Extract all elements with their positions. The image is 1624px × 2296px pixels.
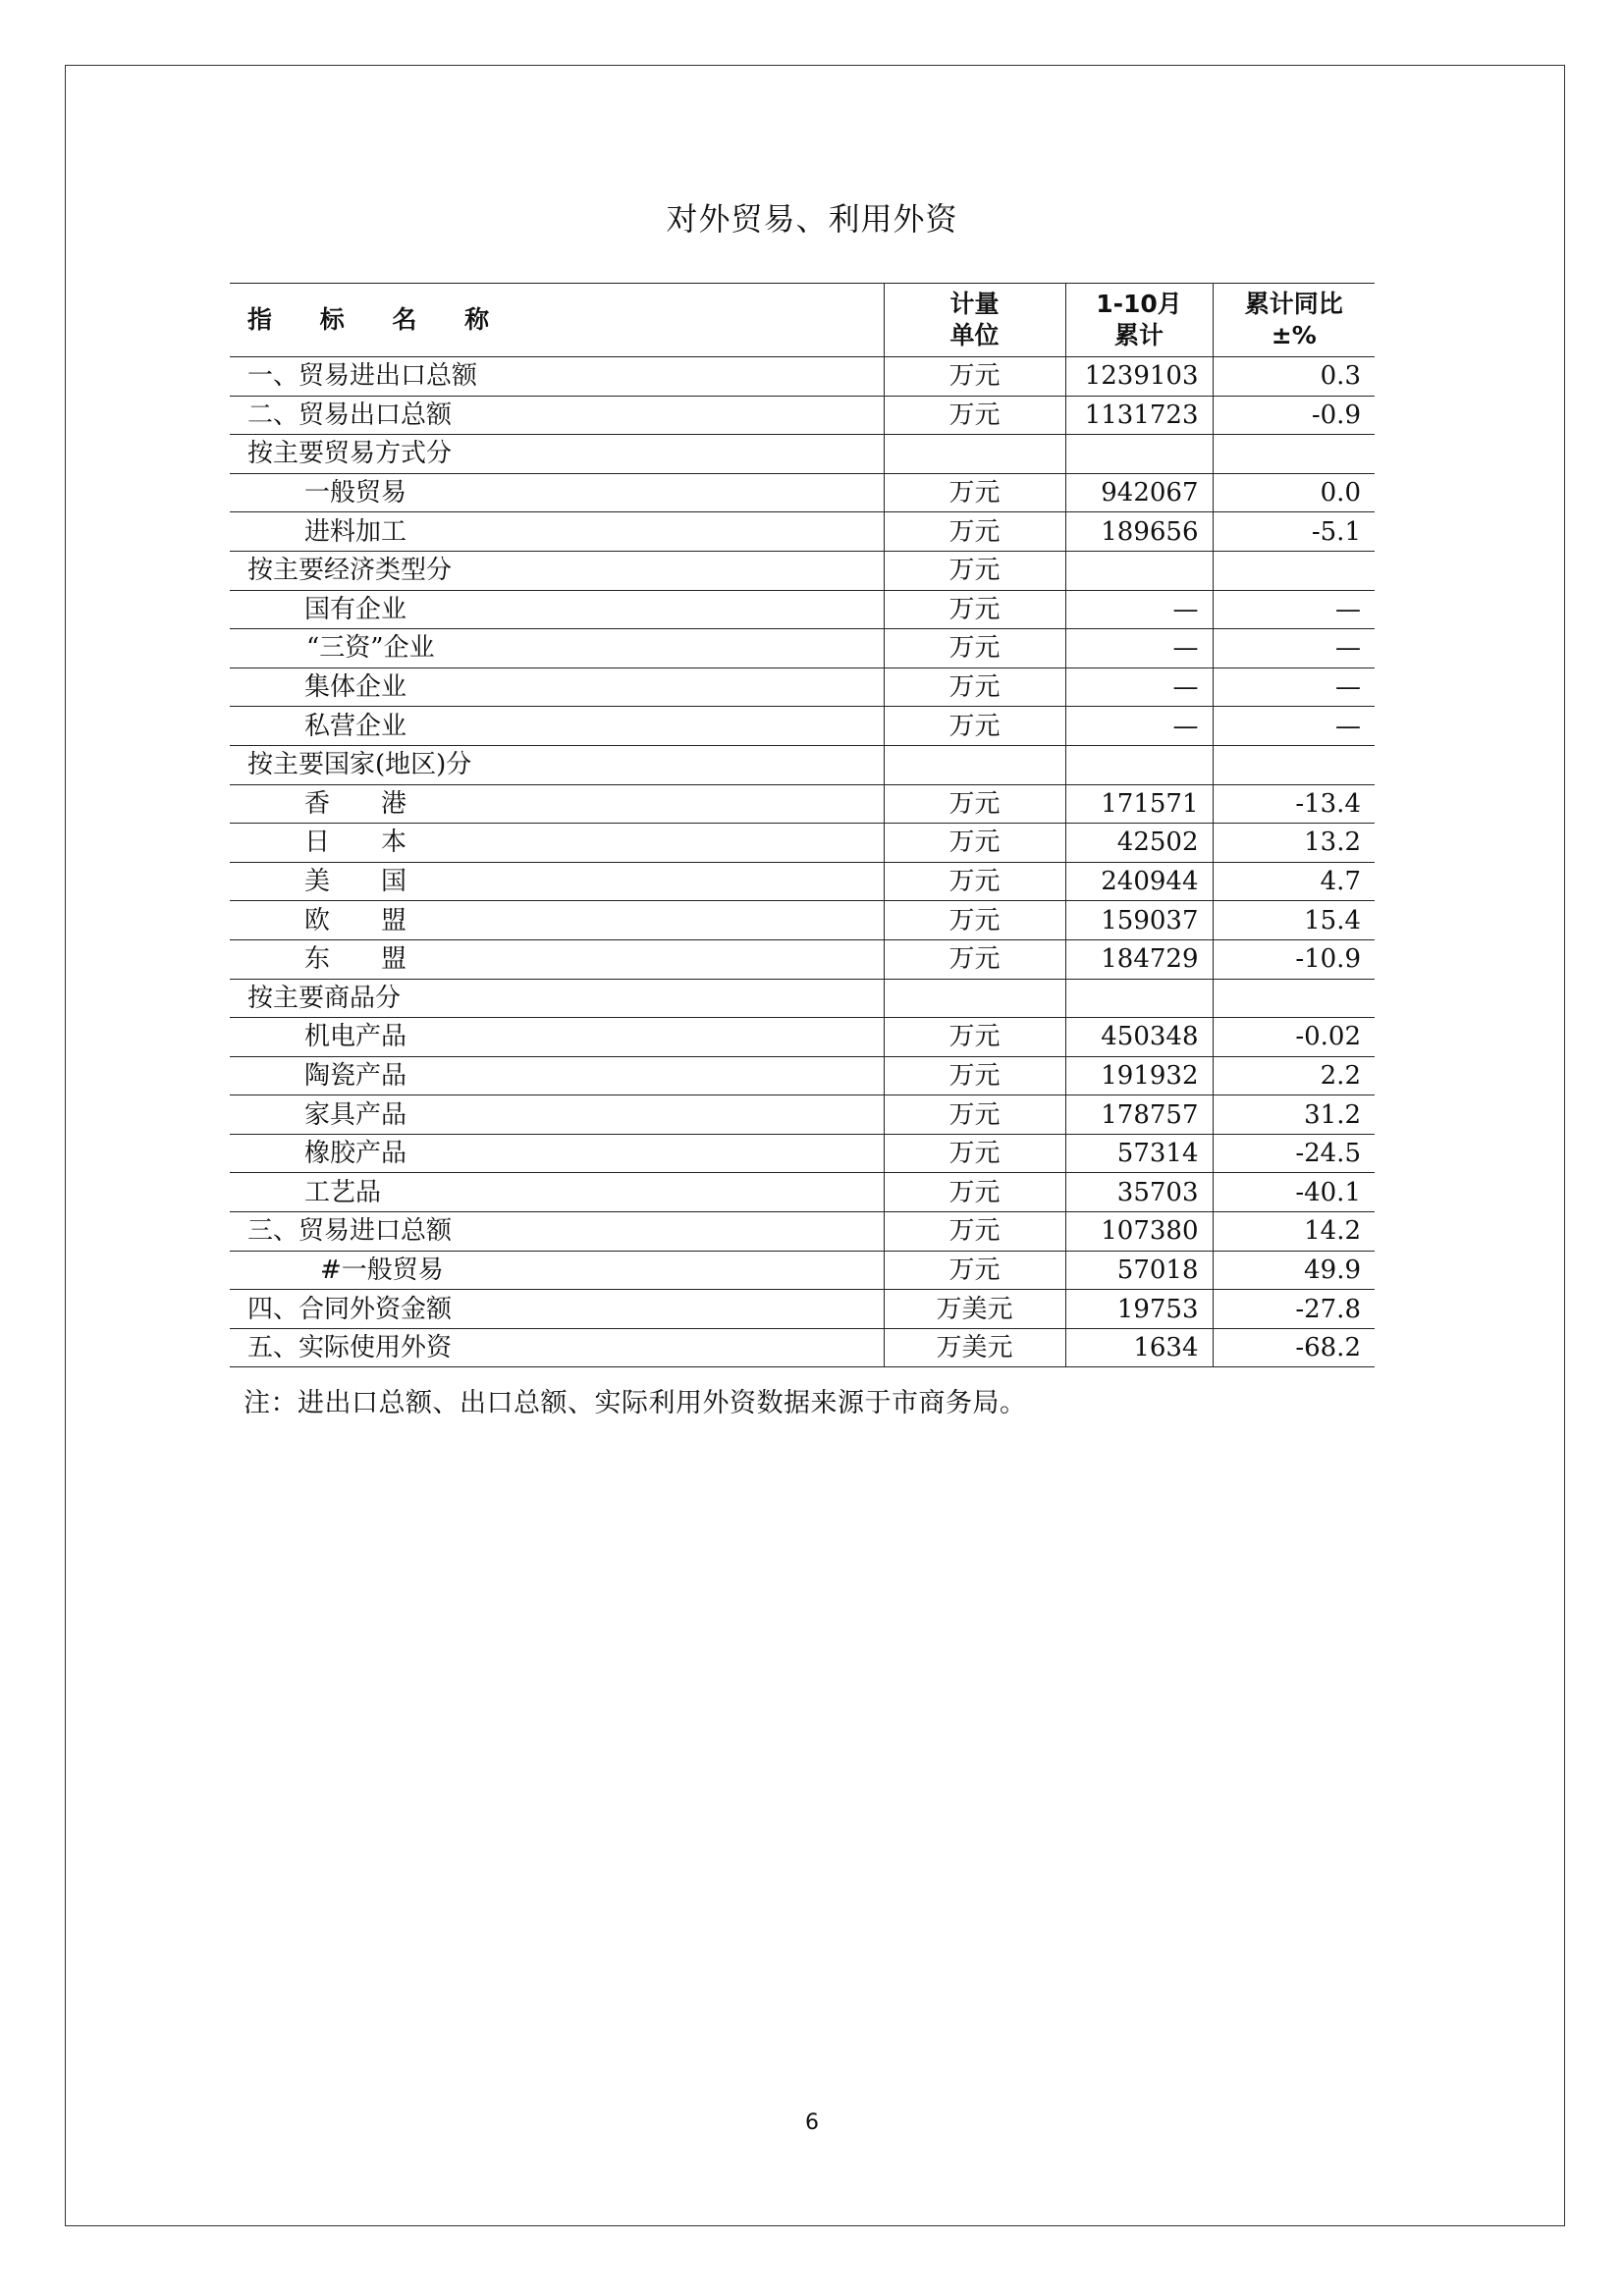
table-body — [230, 357, 1375, 1367]
row-yoy: 31.2 — [1213, 1095, 1375, 1135]
table-row — [230, 1018, 1375, 1057]
row-yoy: 14.2 — [1213, 1212, 1375, 1252]
row-value: 189656 — [1065, 512, 1213, 552]
row-value: 178757 — [1065, 1095, 1213, 1135]
table-row — [230, 667, 1375, 707]
row-name: 进料加工 — [230, 512, 884, 552]
row-unit: 万元 — [884, 1095, 1065, 1135]
statistics-table — [230, 283, 1375, 1367]
row-value — [1065, 435, 1213, 474]
row-name: 香 港 — [230, 784, 884, 824]
row-unit: 万元 — [884, 1173, 1065, 1212]
row-name: 陶瓷产品 — [230, 1056, 884, 1095]
row-unit: 万元 — [884, 473, 1065, 512]
row-name: 国有企业 — [230, 590, 884, 629]
row-unit: 万美元 — [884, 1290, 1065, 1329]
table-row — [230, 862, 1375, 901]
row-value: — — [1065, 629, 1213, 668]
row-name: 按主要贸易方式分 — [230, 435, 884, 474]
row-yoy: 49.9 — [1213, 1251, 1375, 1290]
table-row — [230, 551, 1375, 590]
header-unit — [884, 284, 1065, 357]
row-yoy: 2.2 — [1213, 1056, 1375, 1095]
row-unit: 万元 — [884, 939, 1065, 979]
row-value: — — [1065, 667, 1213, 707]
table-row — [230, 824, 1375, 863]
row-value — [1065, 551, 1213, 590]
table-row — [230, 901, 1375, 940]
table-row — [230, 1251, 1375, 1290]
row-value: 19753 — [1065, 1290, 1213, 1329]
row-name: 按主要经济类型分 — [230, 551, 884, 590]
row-unit — [884, 979, 1065, 1018]
page-number: 6 — [805, 2110, 819, 2135]
row-unit: 万元 — [884, 590, 1065, 629]
row-yoy — [1213, 551, 1375, 590]
row-unit: 万元 — [884, 707, 1065, 746]
row-value: 57018 — [1065, 1251, 1213, 1290]
row-yoy: 0.3 — [1213, 357, 1375, 397]
row-yoy: — — [1213, 590, 1375, 629]
row-unit — [884, 435, 1065, 474]
row-name: 美 国 — [230, 862, 884, 901]
table-row — [230, 473, 1375, 512]
row-name: 日 本 — [230, 824, 884, 863]
row-unit: 万元 — [884, 512, 1065, 552]
header-unit-line2: 单位 — [949, 321, 1000, 349]
table-row — [230, 1173, 1375, 1212]
row-unit: 万元 — [884, 396, 1065, 435]
row-value: 240944 — [1065, 862, 1213, 901]
row-unit: 万元 — [884, 784, 1065, 824]
header-indicator-name: 指 标 名 称 — [230, 284, 884, 357]
row-unit: 万元 — [884, 862, 1065, 901]
table-header-row — [230, 284, 1375, 357]
row-value: 1634 — [1065, 1328, 1213, 1367]
header-cumulative-line2: 累计 — [1113, 321, 1164, 349]
table-row — [230, 1212, 1375, 1252]
header-unit-line1: 计量 — [949, 290, 1000, 318]
row-value: 191932 — [1065, 1056, 1213, 1095]
row-name: #一般贸易 — [230, 1251, 884, 1290]
row-value: 450348 — [1065, 1018, 1213, 1057]
row-yoy: 0.0 — [1213, 473, 1375, 512]
row-unit: 万元 — [884, 357, 1065, 397]
table-row — [230, 512, 1375, 552]
row-yoy — [1213, 745, 1375, 784]
row-yoy: -68.2 — [1213, 1328, 1375, 1367]
row-unit: 万元 — [884, 629, 1065, 668]
header-yoy-line2: ±% — [1271, 321, 1317, 349]
row-unit: 万元 — [884, 667, 1065, 707]
row-unit: 万美元 — [884, 1328, 1065, 1367]
row-name: 四、合同外资金额 — [230, 1290, 884, 1329]
table-row — [230, 784, 1375, 824]
table-row — [230, 1095, 1375, 1135]
row-value: — — [1065, 707, 1213, 746]
row-value: 57314 — [1065, 1134, 1213, 1173]
table-row — [230, 707, 1375, 746]
row-name: 五、实际使用外资 — [230, 1328, 884, 1367]
table-row — [230, 979, 1375, 1018]
row-yoy: -24.5 — [1213, 1134, 1375, 1173]
table-row — [230, 435, 1375, 474]
row-yoy — [1213, 435, 1375, 474]
row-name: 按主要国家(地区)分 — [230, 745, 884, 784]
row-name: 按主要商品分 — [230, 979, 884, 1018]
row-value: 171571 — [1065, 784, 1213, 824]
page-title: 对外贸易、利用外资 — [666, 200, 958, 238]
footnote: 注：进出口总额、出口总额、实际利用外资数据来源于市商务局。 — [244, 1388, 1027, 1418]
row-yoy: 15.4 — [1213, 901, 1375, 940]
row-yoy — [1213, 979, 1375, 1018]
table-row — [230, 396, 1375, 435]
row-unit — [884, 745, 1065, 784]
row-yoy: -10.9 — [1213, 939, 1375, 979]
row-value: 107380 — [1065, 1212, 1213, 1252]
row-name: 私营企业 — [230, 707, 884, 746]
table-row — [230, 357, 1375, 397]
row-value — [1065, 979, 1213, 1018]
row-unit: 万元 — [884, 824, 1065, 863]
row-yoy: — — [1213, 667, 1375, 707]
row-name: 机电产品 — [230, 1018, 884, 1057]
row-name: 二、贸易出口总额 — [230, 396, 884, 435]
row-unit: 万元 — [884, 1212, 1065, 1252]
row-yoy: -0.9 — [1213, 396, 1375, 435]
row-yoy: -0.02 — [1213, 1018, 1375, 1057]
row-value: — — [1065, 590, 1213, 629]
row-name: “三资”企业 — [230, 629, 884, 668]
row-value: 1239103 — [1065, 357, 1213, 397]
row-name: 工艺品 — [230, 1173, 884, 1212]
row-yoy: — — [1213, 707, 1375, 746]
row-value: 159037 — [1065, 901, 1213, 940]
header-yoy-line1: 累计同比 — [1244, 290, 1343, 318]
row-yoy: -13.4 — [1213, 784, 1375, 824]
row-yoy: 4.7 — [1213, 862, 1375, 901]
table-row — [230, 745, 1375, 784]
row-unit: 万元 — [884, 901, 1065, 940]
row-value: 42502 — [1065, 824, 1213, 863]
row-yoy: -40.1 — [1213, 1173, 1375, 1212]
row-yoy: — — [1213, 629, 1375, 668]
row-name: 三、贸易进口总额 — [230, 1212, 884, 1252]
row-unit: 万元 — [884, 551, 1065, 590]
row-name: 集体企业 — [230, 667, 884, 707]
row-name: 一、贸易进出口总额 — [230, 357, 884, 397]
row-value: 184729 — [1065, 939, 1213, 979]
row-yoy: 13.2 — [1213, 824, 1375, 863]
row-value: 1131723 — [1065, 396, 1213, 435]
row-unit: 万元 — [884, 1134, 1065, 1173]
row-name: 家具产品 — [230, 1095, 884, 1135]
header-cumulative — [1065, 284, 1213, 357]
row-value — [1065, 745, 1213, 784]
row-unit: 万元 — [884, 1056, 1065, 1095]
table-row — [230, 1328, 1375, 1367]
row-value: 942067 — [1065, 473, 1213, 512]
row-name: 橡胶产品 — [230, 1134, 884, 1173]
table-row — [230, 1134, 1375, 1173]
header-yoy — [1213, 284, 1375, 357]
row-unit: 万元 — [884, 1018, 1065, 1057]
header-cumulative-line1: 1-10月 — [1096, 290, 1182, 318]
row-unit: 万元 — [884, 1251, 1065, 1290]
table-row — [230, 629, 1375, 668]
row-yoy: -5.1 — [1213, 512, 1375, 552]
table-row — [230, 1290, 1375, 1329]
table-row — [230, 1056, 1375, 1095]
row-value: 35703 — [1065, 1173, 1213, 1212]
table-row — [230, 939, 1375, 979]
row-yoy: -27.8 — [1213, 1290, 1375, 1329]
row-name: 一般贸易 — [230, 473, 884, 512]
table-row — [230, 590, 1375, 629]
row-name: 东 盟 — [230, 939, 884, 979]
row-name: 欧 盟 — [230, 901, 884, 940]
